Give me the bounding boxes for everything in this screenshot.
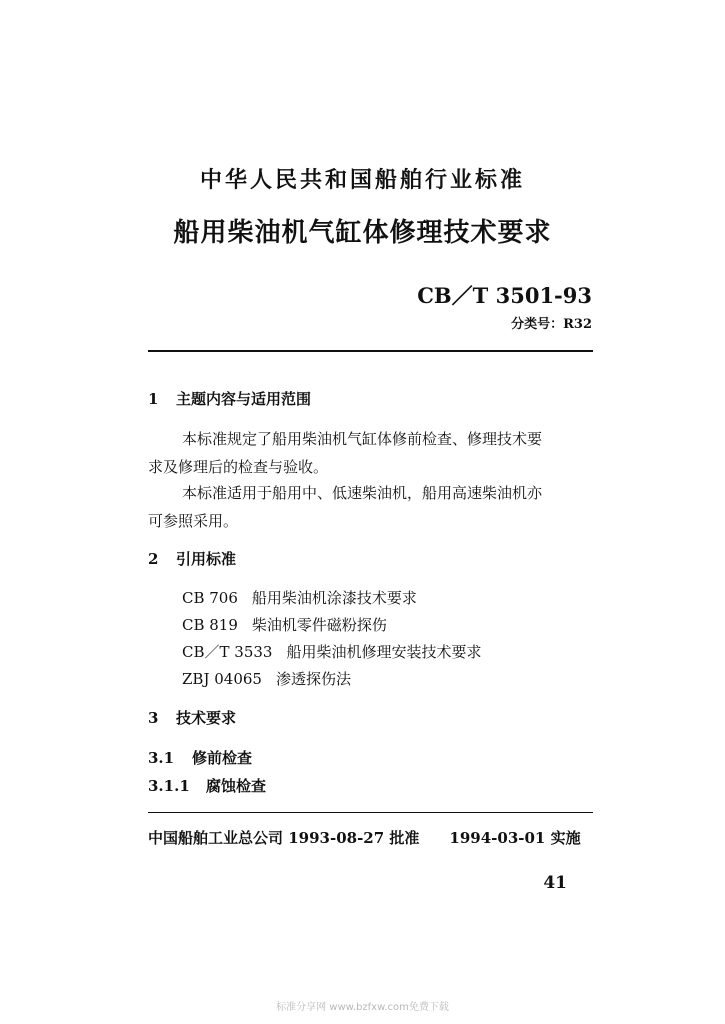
approval-date: 中国船舶工业总公司 1993-08-27 批准 xyxy=(148,829,420,847)
section-title: 引用标准 xyxy=(176,550,237,568)
section-3-heading xyxy=(148,707,236,728)
section-number: 2 xyxy=(148,550,159,568)
paragraph-line: 求及修理后的检查与验收。 xyxy=(148,458,329,476)
reference-item xyxy=(182,641,481,662)
section-number: 3.1.1 xyxy=(148,777,190,795)
reference-item xyxy=(182,668,351,689)
standard-code: CB／T 3501-93 xyxy=(417,283,592,308)
reference-name: 渗透探伤法 xyxy=(275,670,351,688)
section-title: 修前检查 xyxy=(192,749,253,767)
section-2-heading xyxy=(148,548,236,569)
footer-divider xyxy=(148,812,593,813)
paragraph-line: 可参照采用。 xyxy=(148,512,239,530)
approval-footer xyxy=(148,827,581,848)
section-number: 1 xyxy=(148,390,159,408)
section-title: 腐蚀检查 xyxy=(206,777,267,795)
reference-item xyxy=(182,614,387,635)
section-3-1-heading xyxy=(148,747,252,768)
section-title: 主题内容与适用范围 xyxy=(176,390,312,408)
reference-code: CB／T 3533 xyxy=(182,643,273,661)
reference-code: ZBJ 04065 xyxy=(182,670,262,688)
section-title: 技术要求 xyxy=(176,709,237,727)
reference-code: CB 706 xyxy=(182,589,238,607)
document-title: 船用柴油机气缸体修理技术要求 xyxy=(173,218,552,248)
reference-name: 柴油机零件磁粉探伤 xyxy=(251,616,387,634)
reference-name: 船用柴油机涂漆技术要求 xyxy=(251,589,417,607)
section-1-heading xyxy=(148,388,311,409)
header-divider xyxy=(148,350,593,352)
reference-item xyxy=(182,587,417,608)
industry-standard-heading: 中华人民共和国船舶行业标准 xyxy=(199,168,525,193)
section-3-1-1-heading xyxy=(148,775,266,796)
paragraph-line: 本标准适用于船用中、低速柴油机，船用高速柴油机亦 xyxy=(182,484,543,502)
section-number: 3.1 xyxy=(148,749,175,767)
reference-code: CB 819 xyxy=(182,616,238,634)
reference-name: 船用柴油机修理安装技术要求 xyxy=(286,643,482,661)
implementation-date: 1994-03-01 实施 xyxy=(449,829,581,847)
classification-number: 分类号：R32 xyxy=(511,317,592,332)
page-number: 41 xyxy=(543,873,567,893)
section-number: 3 xyxy=(148,709,159,727)
watermark-text: 标准分享网 www.bzfxw.com免费下载 xyxy=(276,1002,449,1013)
paragraph-line: 本标准规定了船用柴油机气缸体修前检查、修理技术要 xyxy=(182,430,543,448)
